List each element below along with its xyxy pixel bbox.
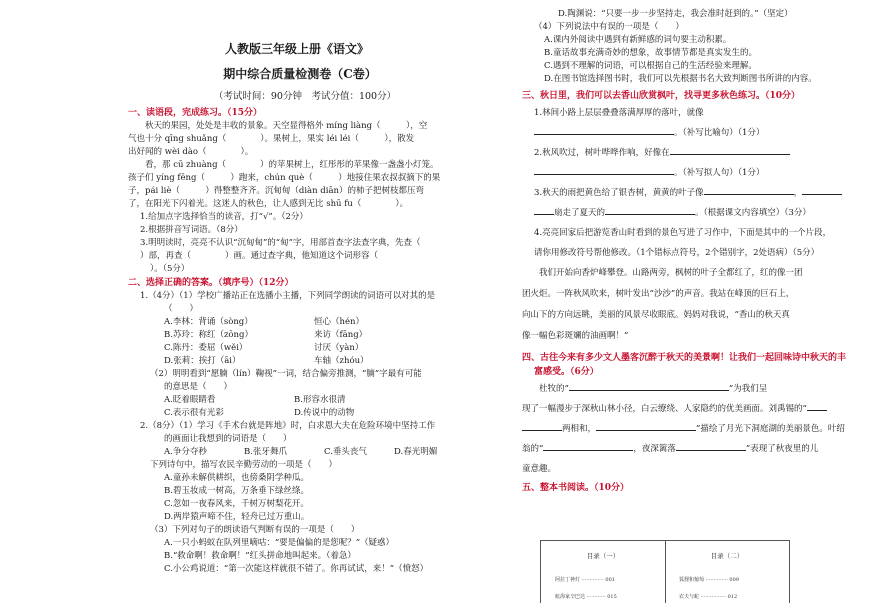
exam-info: （考试时间：90分钟 考试分值：100分） [213,91,397,102]
contents-page-2 [665,541,789,603]
answer-blank[interactable] [534,124,674,135]
option-row [128,407,458,420]
option-b: B.苏玲：称红（zōng） [164,330,253,340]
passage-line: 秋天的果园，处处是丰收的景象。天空显得格外 míng liàng（ ），空 [128,121,428,131]
option-b2: 来访（fāng） [314,330,368,340]
option-row [128,329,458,342]
poem-text: ，夜深篱落 [633,444,676,454]
option-c: C.垂头丧气 [324,447,367,457]
exam-title: 人教版三年级上册《语文》 [224,42,369,56]
poem-text: 两相和， [562,424,597,434]
left-column [128,40,458,576]
question-suffix: 。（补写比喻句）（1分） [674,128,765,138]
question: 2.根据拼音写词语。（8分） [140,225,243,235]
answer-blank[interactable] [807,400,827,411]
option: C.遇到不理解的词语，可以根据自己的生活经验来理解。 [544,61,757,71]
question: 1.林间小路上层层叠叠落满厚厚的落叶，就像 [534,108,704,118]
option-d: D.张莉：挨打（āi） [164,356,241,366]
option-d2: 车轴（zhóu） [314,356,369,366]
option: A.一只小蚂蚁在队列里嘀咕：“要是偏偏的是您呢？”（疑惑） [164,538,395,548]
option-c: C.陈丹：委屈（wěi） [164,343,248,353]
option-c: C.表示很有光彩 [164,408,224,418]
poem-text: 翁的“ [522,444,544,454]
passage-line: 了，在阳光下闪着光。这迷人的秋色，让人感到无比 shū fu（ ）。 [128,199,409,209]
poem-line [522,439,857,459]
question: 2.（8分）（1）学习《手术台就是阵地》时，白求恩大夫在危险环境中坚持工作 [140,421,436,431]
contents-item: 农夫与蛇 ················ 012 [679,594,738,600]
passage-line: 团火炬。一阵秋风吹来，树叶发出“沙沙”的声音。我站在峰顶的巨石上， [522,289,795,299]
question: ）部，再查（ ）画。通过查字典，他知道这个词形容（ [140,251,421,261]
book-contents-figure [540,540,790,603]
answer-blank[interactable] [704,184,794,195]
option-row [128,446,458,459]
question [522,183,857,203]
question: 请你用修改符号帮他修改。（1个错标点符号，2个错别字，2处语病）（5分） [534,248,820,258]
question-text: 3.秋天的雨把黄色给了银杏树，黄黄的叶子像 [534,188,704,198]
passage-line: 子，pái liè（ ）得整整齐齐。沉甸甸（diàn diān）的柿子把树枝都压弯 [128,186,425,196]
option: D.在图书馆选择图书时，我们可以先根据书名大致判断图书所讲的内容。 [544,74,817,84]
option-row [128,394,458,407]
question: 3.明明读时，亮亮不认识“沉甸甸”的“甸”字，用部首查字法查字典，先查（ [140,238,421,248]
option-b: B.形容水很清 [294,395,346,405]
option-row [128,355,458,368]
poem-text: ”为我们呈 [728,384,768,394]
question: 的画面让我想到的词语是（ ） [164,434,292,444]
poem-text: ”描绘了月光下洞庭湖的美丽景色。叶绍 [696,424,845,434]
contents-item: 阿拉丁神灯 ·············· 001 [555,577,615,583]
option: A.课内外阅读中遇到有新鲜感的词句要主动积累。 [544,35,732,45]
poem-text: ”表现了秋夜里的儿 [745,444,819,454]
option: C.忽如一夜春风来，千树万树梨花开。 [164,499,309,509]
answer-blank[interactable] [670,144,790,155]
option: B.碧玉妆成一树高，万条垂下绿丝绦。 [164,486,309,496]
option-c2: 讨厌（yàn） [314,343,364,353]
option-row [128,316,458,329]
contents-heading: 目录（一） [586,552,620,560]
section-2-heading: 二、选择正确的答案。（填序号）（12分） [128,278,294,288]
answer-line [522,123,857,143]
passage-line: 气也十分 qīng shuǎng（ ）。果树上，果实 léi léi（ ），散发 [128,134,415,144]
section-4-heading: 四、古往今来有多少文人墨客沉醉于秋天的美景啊！让我们一起回味诗中秋天的丰 [522,353,847,363]
option-a: A.争分夺秒 [164,447,207,457]
passage-line: 看，那 cū zhuàng（ ）的苹果树上，红彤彤的苹果像一盏盏小灯笼。 [128,160,439,170]
question: 1.（4分）（1）学校广播站正在选播小主播，下列同学朗读的词语可以对其的是 [140,291,436,301]
option: C.小公鸡说道：“第一次能这样就很不错了。你再试试，来！”（愤怒） [164,564,429,574]
exam-subtitle: 期中综合质量检测卷（C卷） [223,67,377,81]
poem-text: 现了一幅漫步于深秋山林小径，白云缭绕、人家隐约的优美画面。刘禹锡的“ [522,404,807,414]
answer-blank[interactable] [522,420,562,431]
answer-blank[interactable] [802,184,842,195]
option-d: D.春光明媚 [394,447,438,457]
option-a: A.眨着眼睛看 [164,395,216,405]
question: 4.亮亮回家后把游览香山时看到的景色写进了习作中，下面是其中的一个片段， [534,228,832,238]
question-text: 扇走了夏天的 [554,208,606,218]
question-text: 2.秋风吹过，树叶哗哗作响，好像在 [534,148,670,158]
option-b: B.张牙舞爪 [244,447,287,457]
poem-line [522,399,857,419]
option-row [128,342,458,355]
option: A.童孙未解供耕织，也傍桑阴学种瓜。 [164,473,309,483]
answer-line [522,203,857,223]
question: （4）下列说法中有误的一项是（ ） [534,22,684,32]
option: D.陶渊说：“只要一步一步坚持走，我会准时赶到的。”（坚定） [558,9,793,19]
answer-blank: （ ） [164,304,199,314]
answer-line [522,163,857,183]
passage-line: 孩子们 yíng fēng（ ）跑来，chún què（ ）地接住果农叔叔摘下的果 [128,173,441,183]
question: 1.给加点字选择恰当的读音，打“√”。（2分） [140,212,308,222]
passage-line: 向山下的方向远眺，美丽的风景尽收眼底。妈妈对我说，“香山的秋天真 [522,310,790,320]
answer-blank[interactable] [543,440,633,451]
option-a: A.李林：背诵（sòng） [164,317,253,327]
question-suffix: 。（根据课文内容填空）（3分） [695,208,811,218]
poem-line [522,379,857,399]
contents-item: 狐狸和葡萄 ·············· 009 [679,577,739,583]
question: ）。（5分） [150,264,190,274]
option-d: D.传说中的动物 [294,408,355,418]
section-3-heading: 三、秋日里，我们可以去香山欣赏枫叶，找寻更多秋色练习。（10分） [522,91,801,101]
question [522,143,857,163]
question: （3）下列对句子的朗读语气判断有误的一项是（ ） [150,525,360,535]
passage-line: 出好闻的 wèi dào（ ）。 [128,147,254,157]
option: B.“救命啊！救命啊！”红头拼命地叫起来。（着急） [164,551,356,561]
question: 的意思是（ ） [164,382,233,392]
right-column [522,8,857,495]
option: D.两岸猿声啼不住，轻舟已过万重山。 [164,512,310,522]
contents-item: 航海家辛巴达 ············ 015 [555,594,617,600]
answer-blank[interactable] [676,440,746,451]
question-punct: ， [793,188,803,198]
section-4-heading-cont: 富感受。（6分） [534,367,599,377]
poem-line [522,419,857,439]
answer-blank[interactable] [534,164,674,175]
answer-blank[interactable] [569,380,729,391]
question: （2）明明看到“愿腩（lín）鞠视”一词，结合偏旁推测，“腩”字最有可能 [150,369,422,379]
answer-blank[interactable] [605,204,695,215]
option-a2: 恒心（hén） [314,317,364,327]
passage-line: 我们开始向香炉峰攀登。山路两旁，枫树的叶子全都红了，红的像一团 [522,268,803,278]
answer-blank[interactable] [534,204,554,215]
contents-heading: 目录（二） [710,552,744,560]
option: B.童话故事充满奇妙的想象，故事情节都是真实发生的。 [544,48,757,58]
section-1-heading: 一、读语段，完成练习。（15分） [128,108,263,118]
question: 下列诗句中，描写农民辛勤劳动的一项是（ ） [150,460,338,470]
poem-text: 杜牧的“ [522,384,569,394]
question-suffix: 。（补写拟人句）（1分） [674,168,765,178]
contents-page-1 [541,541,666,603]
answer-blank[interactable] [596,420,696,431]
section-5-heading: 五、整本书阅读。（10分） [522,483,630,493]
passage-line: 像一幅色彩斑斓的油画啊！” [522,331,629,341]
poem-line: 童意趣。 [522,464,557,474]
